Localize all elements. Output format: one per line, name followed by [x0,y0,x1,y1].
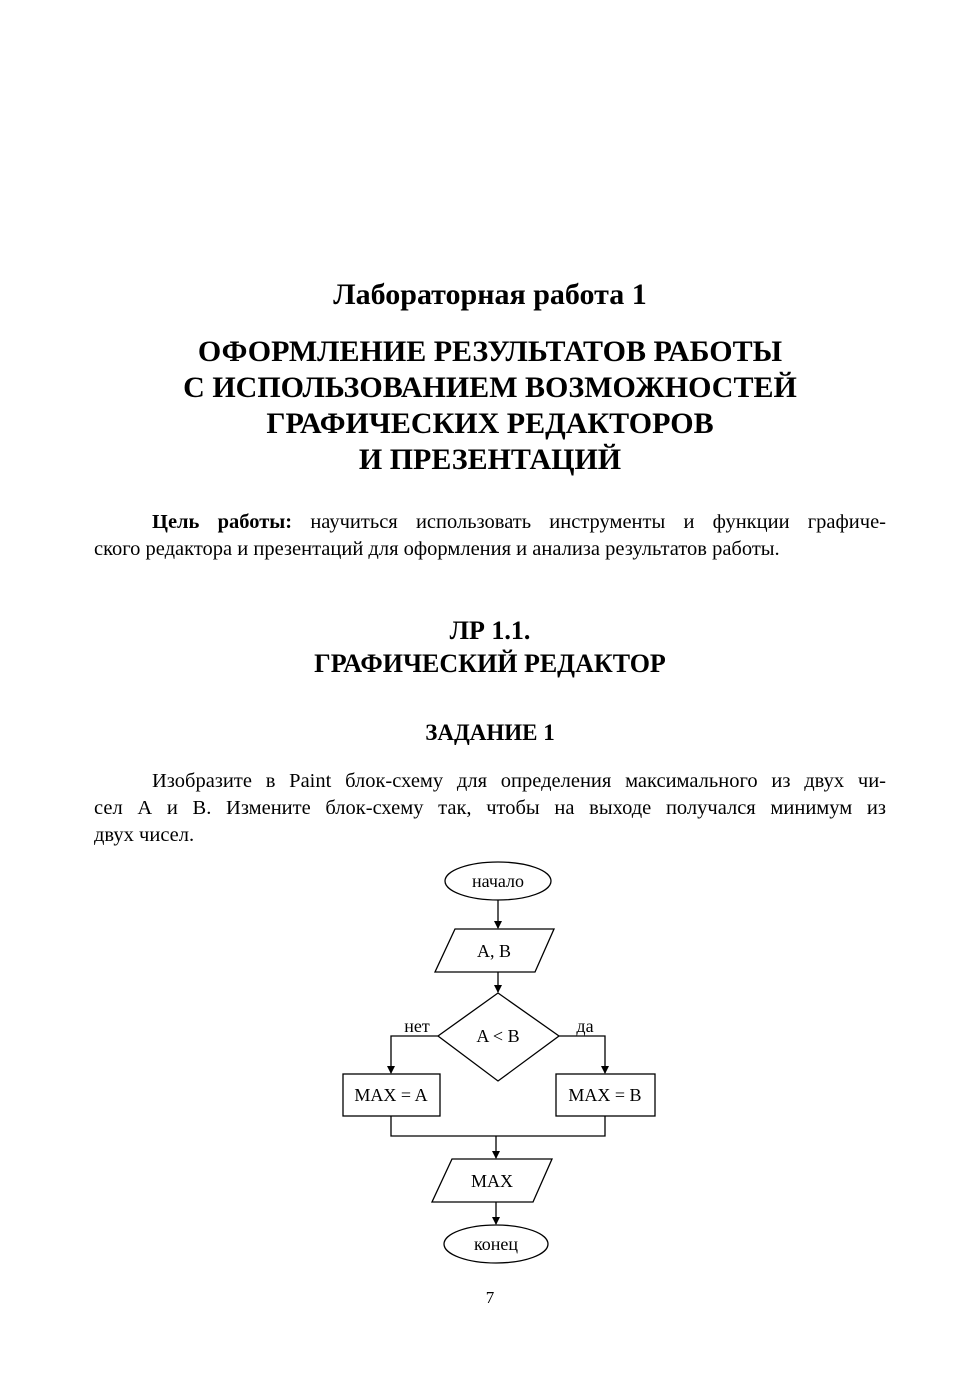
no-label: нет [404,1016,430,1036]
arrow-decision-no [391,1036,438,1073]
task-line-2: сел А и В. Измените блок-схему так, чтобы на выходе получался минимум из [94,797,886,819]
join-no [391,1116,605,1136]
main-title-line-4: И ПРЕЗЕНТАЦИЙ [358,443,622,476]
condition-label: A < B [476,1026,520,1046]
main-title-line-2: С ИСПОЛЬЗОВАНИЕМ ВОЗМОЖНОСТЕЙ [183,371,797,404]
input-label: A, B [476,941,512,961]
yes-label: да [576,1016,594,1036]
goal-text-1: научиться использовать инструменты и функции графиче- [292,511,886,533]
task-title: ЗАДАНИЕ 1 [425,720,555,745]
main-title-line-3: ГРАФИЧЕСКИХ РЕДАКТОРОВ [266,407,714,440]
no-branch-label: MAX = A [354,1085,428,1105]
output-label: MAX [470,1171,514,1191]
section-number: ЛР 1.1. [449,616,531,645]
goal-line-2: ского редактора и презентаций для оформления и анализа результатов работы. [94,538,780,560]
section-title: ГРАФИЧЕСКИЙ РЕДАКТОР [314,649,666,678]
lab-title: Лабораторная работа 1 [333,278,647,311]
arrow-decision-yes [559,1036,605,1073]
task-line-3: двух чисел. [94,824,195,846]
page-number: 7 [485,1288,495,1307]
yes-branch-label: MAX = B [568,1085,642,1105]
start-label: начало [471,871,525,891]
goal-label: Цель работы: [152,511,293,533]
end-label: конец [473,1234,519,1254]
main-title-line-1: ОФОРМЛЕНИЕ РЕЗУЛЬТАТОВ РАБОТЫ [197,335,783,368]
task-line-1: Изобразите в Paint блок-схему для определения максимального из двух чи- [152,770,886,792]
